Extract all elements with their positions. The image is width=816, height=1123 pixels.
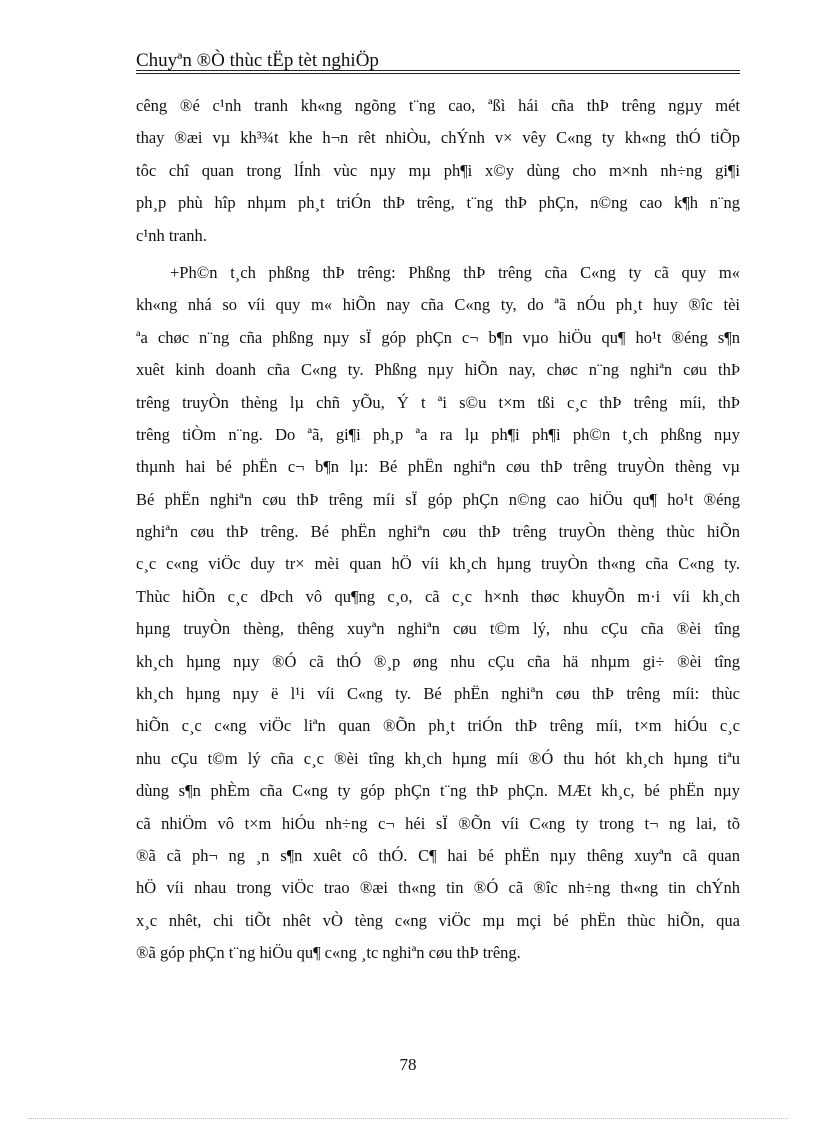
text-line: nhu cÇu t©m lý cña c¸c ®èi tîng kh¸ch hµng míi ®Ó thu hót kh¸ch hµng tiªu: [136, 748, 740, 768]
paragraph: [136, 90, 740, 252]
text-line: kh¸ch hµng nµy ®Ó cã thÓ ®¸p øng nhu cÇu cña hä nhµm gi÷ ®èi tîng: [136, 651, 740, 671]
text-line: cã nhiÖm vô t×m hiÓu nh÷ng c¬ héi sÏ ®Õn víi C«ng ty trong t¬ ng lai, tõ: [136, 813, 740, 833]
text-line: cêng ®é c¹nh tranh kh«ng ngõng t¨ng cao, ªßì hái cña thÞ trêng ngµy mét: [136, 96, 740, 115]
text-line: nghiªn cøu thÞ trêng. Bé phËn nghiªn cøu thÞ trêng truyÒn thèng thùc hiÕn: [136, 522, 740, 542]
text-line: trêng tiÒm n¨ng. Do ªã, gi¶i ph¸p ªa ra lµ ph¶i ph¶i ph©n t¸ch phßng nµy: [136, 424, 740, 444]
text-line: c¹nh tranh.: [136, 225, 207, 245]
text-line: kh«ng nhá so víi quy m« hiÕn nay cña C«ng ty, do ªã nÓu ph¸t huy ®îc tèi: [136, 295, 740, 315]
text-line: tôc chî quan trong lÍnh vùc nµy mµ ph¶i x©y dùng cho m×nh nh÷ng gi¶i: [136, 160, 740, 180]
text-line: trêng truyÒn thèng lµ chñ yÕu, Ý t ªi s©u t×m tßi c¸c thÞ trêng míi, thÞ: [136, 392, 740, 412]
text-line: x¸c nhêt, chi tiÕt nhêt vÒ tèng c«ng viÖc mµ mçi bé phËn thùc hiÕn, qua: [136, 910, 740, 930]
text-line: xuêt kinh doanh cña C«ng ty. Phßng nµy hiÕn nay, chøc n¨ng nghiªn cøu thÞ: [136, 360, 740, 380]
text-line: hµng truyÒn thèng, thêng xuyªn nghiªn cøu t©m lý, nhu cÇu cña ®èi tîng: [136, 619, 740, 639]
text-line: Bé phËn nghiªn cøu thÞ trêng míi sÏ góp phÇn n©ng cao hiÖu qu¶ ho¹t ®éng: [136, 489, 740, 509]
footer-dotted-rule: [28, 1118, 788, 1119]
text-line: thµnh hai bé phËn c¬ b¶n lµ: Bé phËn nghiªn cøu thÞ trêng truyÒn thèng vµ: [136, 457, 740, 477]
paragraph: [136, 257, 740, 970]
text-line: ªa chøc n¨ng cña phßng nµy sÏ góp phÇn c¬ b¶n vµo hiÖu qu¶ ho¹t ®éng s¶n: [136, 327, 740, 347]
header-rule-top: [136, 70, 740, 71]
text-line: ph¸p phù hîp nhµm ph¸t triÓn thÞ trêng, t¨ng thÞ phÇn, n©ng cao k¶h n¨ng: [136, 193, 740, 213]
text-line: hÖ víi nhau trong viÖc trao ®æi th«ng tin ®Ó cã ®îc nh÷ng th«ng tin chÝnh: [136, 878, 740, 898]
body-text: [136, 90, 740, 970]
text-line: Thùc hiÕn c¸c dÞch vô qu¶ng c¸o, cã c¸c h×nh thøc khuyÕn m·i víi kh¸ch: [136, 586, 740, 606]
text-line: thay ®æi vµ kh³¾t khe h¬n rêt nhiÒu, chÝnh v× vêy C«ng ty kh«ng thÓ tiÕp: [136, 128, 740, 148]
running-header-title: Chuyªn ®Ò thùc tËp tèt nghiÖp: [136, 50, 379, 71]
text-line: hiÕn c¸c c«ng viÖc liªn quan ®Õn ph¸t triÓn thÞ trêng míi, t×m hiÓu c¸c: [136, 716, 740, 736]
page-number: 78: [399, 1055, 417, 1074]
text-line: c¸c c«ng viÖc duy tr× mèi quan hÖ víi kh¸ch hµng truyÒn th«ng cña C«ng ty.: [136, 554, 740, 574]
text-line: ®ã góp phÇn t¨ng hiÖu qu¶ c«ng ¸tc nghiªn cøu thÞ trêng.: [136, 943, 521, 963]
text-line: ®ã cã ph¬ ng ¸n s¶n xuêt cô thÓ. C¶ hai bé phËn nµy thêng xuyªn cã quan: [136, 845, 740, 865]
text-line: +Ph©n t¸ch phßng thÞ trêng: Phßng thÞ trêng cña C«ng ty cã quy m«: [170, 262, 740, 282]
text-line: dùng s¶n phÈm cña C«ng ty góp phÇn t¨ng thÞ phÇn. MÆt kh¸c, bé phËn nµy: [136, 781, 740, 801]
text-line: kh¸ch hµng nµy ë l¹i víi C«ng ty. Bé phËn nghiªn cøu thÞ trêng míi: thùc: [136, 684, 740, 704]
header-rule-bottom: [136, 73, 740, 74]
